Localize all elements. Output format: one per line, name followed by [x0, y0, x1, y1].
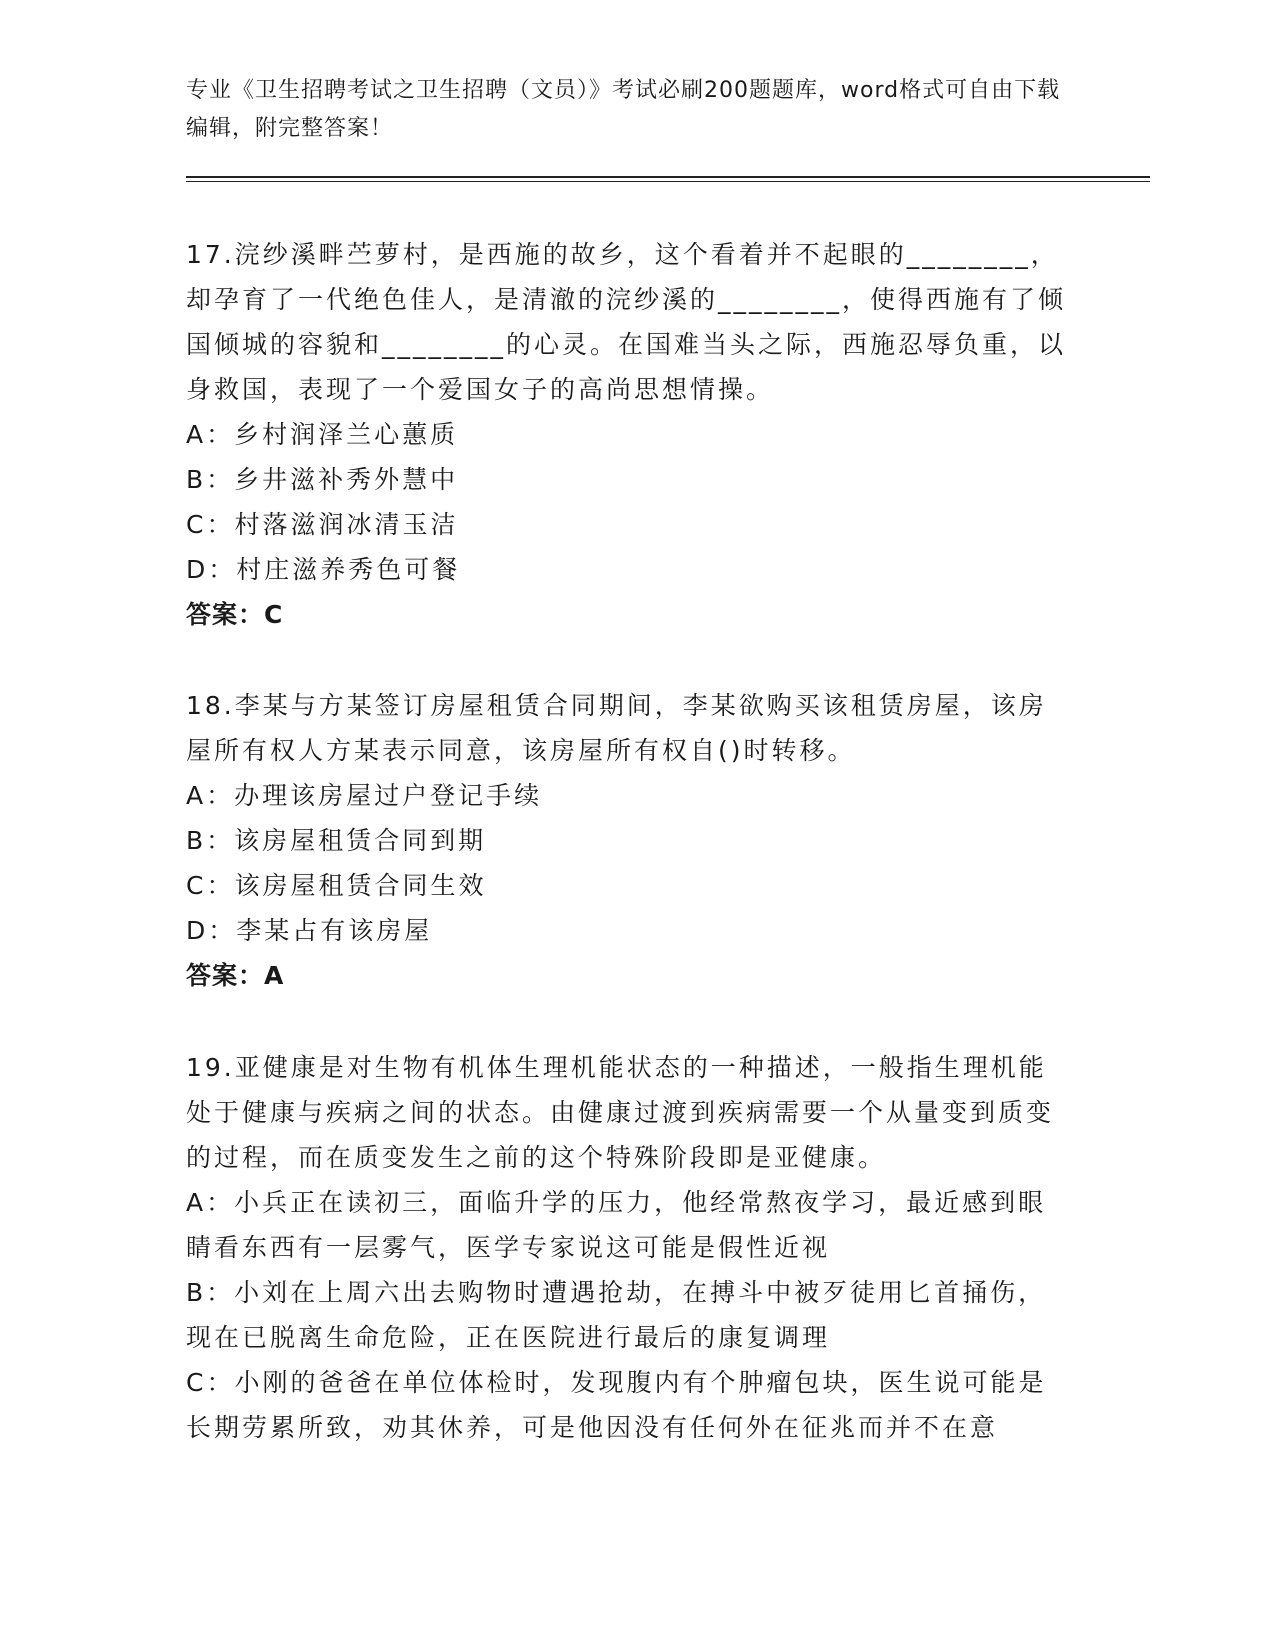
document-header: 专业《卫生招聘考试之卫生招聘（文员）》考试必刷200题题库，word格式可自由下载编辑，附完整答案！ — [186, 78, 1061, 141]
answer: 答案：A — [186, 961, 285, 990]
option-b: B：小刘在上周六出去购物时遭遇抢劫，在搏斗中被歹徒用匕首捅伤，现在已脱离生命危险，正在医院进行最后的康复调理 — [186, 1278, 1047, 1352]
option-d: D：村庄滋养秀色可餐 — [186, 555, 461, 584]
option-c: C：小刚的爸爸在单位体检时，发现腹内有个肿瘤包块，医生说可能是长期劳累所致，劝其休养，可是他因没有任何外在征兆而并不在意 — [186, 1368, 1047, 1442]
question-17 — [186, 232, 1066, 637]
option-a: A：乡村润泽兰心蕙质 — [186, 420, 459, 449]
answer: 答案：C — [186, 600, 284, 629]
option-d: D：李某占有该房屋 — [186, 916, 433, 945]
header-divider-thin — [186, 181, 1150, 182]
question-stem: 19.亚健康是对生物有机体生理机能状态的一种描述，一般指生理机能处于健康与疾病之间的状态。由健康过渡到疾病需要一个从量变到质变的过程，而在质变发生之前的这个特殊阶段即是亚健康。 — [186, 1053, 1055, 1172]
option-a: A：小兵正在读初三，面临升学的压力，他经常熬夜学习，最近感到眼睛看东西有一层雾气，医学专家说这可能是假性近视 — [186, 1188, 1047, 1262]
question-stem: 18.李某与方某签订房屋租赁合同期间，李某欲购买该租赁房屋，该房屋所有权人方某表示同意，该房屋所有权自()时转移。 — [186, 691, 1047, 765]
option-b: B：该房屋租赁合同到期 — [186, 826, 487, 855]
question-stem: 17.浣纱溪畔苎萝村，是西施的故乡，这个看着并不起眼的________，却孕育了一代绝色佳人，是清澈的浣纱溪的________，使得西施有了倾国倾城的容貌和________的心灵。在国难当头之际，西施忍辱负重，以身救国，表现了一个爱国女子的高尚思想情操。 — [186, 240, 1067, 404]
option-c: C：村落滋润冰清玉洁 — [186, 510, 459, 539]
question-18 — [186, 683, 1066, 998]
option-c: C：该房屋租赁合同生效 — [186, 871, 487, 900]
question-19 — [186, 1045, 1066, 1450]
option-b: B：乡井滋补秀外慧中 — [186, 465, 459, 494]
option-a: A：办理该房屋过户登记手续 — [186, 781, 543, 810]
header-divider-thick — [186, 176, 1150, 178]
